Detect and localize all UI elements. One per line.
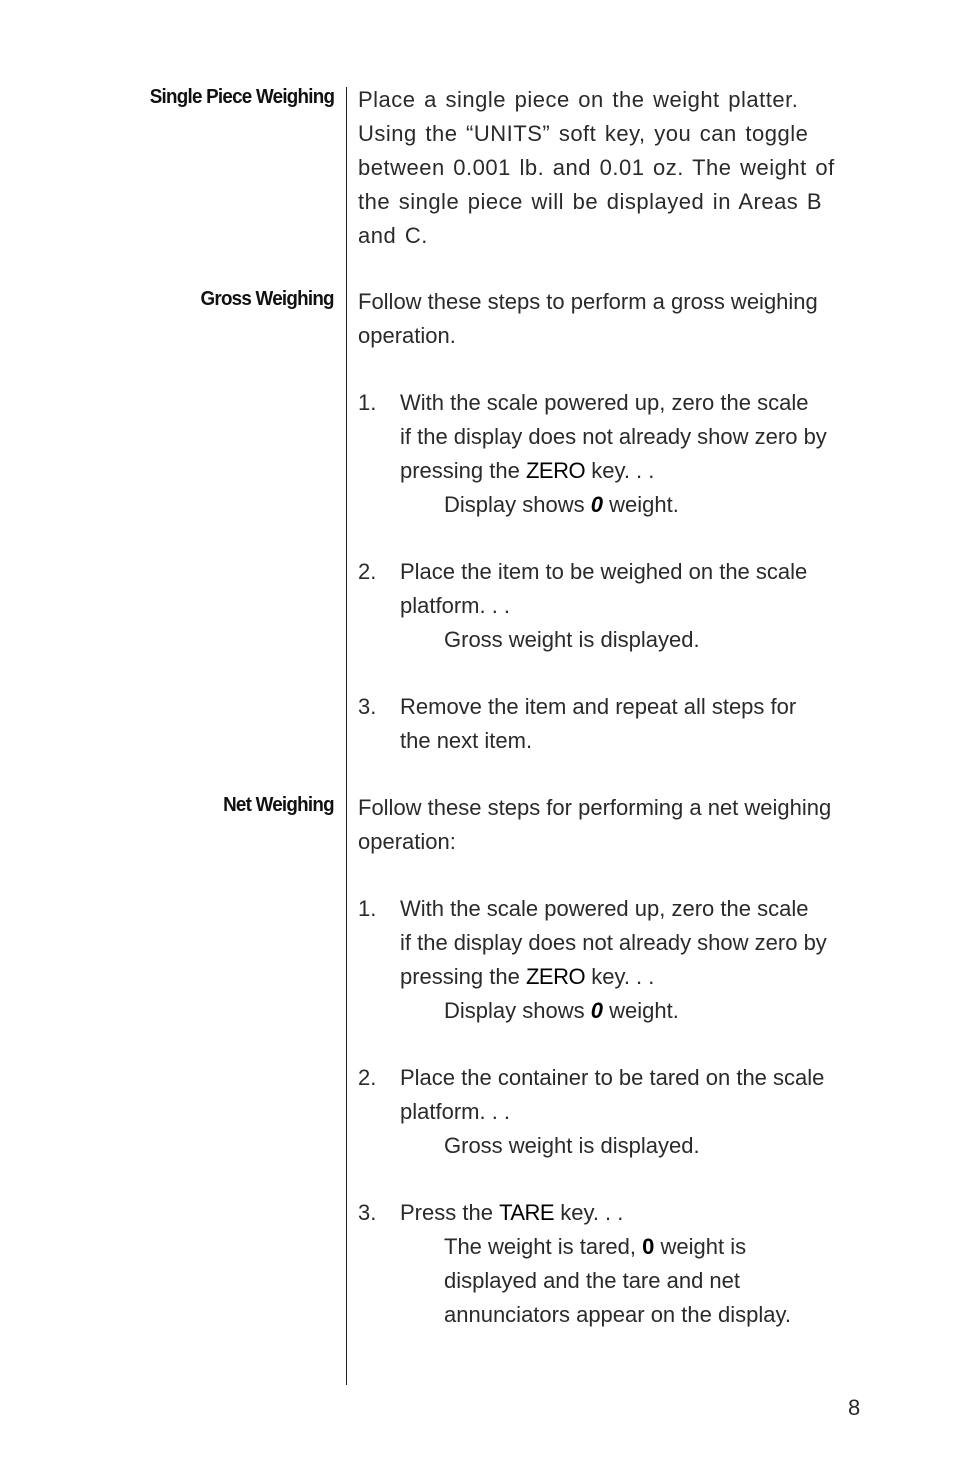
step-result: Gross weight is displayed. <box>444 627 700 652</box>
net-intro: Follow these steps for performing a net weighing operation: <box>358 795 832 854</box>
step-number: 2. <box>358 1065 377 1090</box>
step-result: Display shows 0 weight. <box>444 998 679 1023</box>
zero-key-label: ZERO <box>525 458 586 483</box>
tare-key-label: TARE <box>499 1200 555 1225</box>
zero-display-value: 0 <box>590 998 603 1023</box>
step-result: Gross weight is displayed. <box>444 1133 700 1158</box>
heading-net-weighing: Net Weighing <box>223 794 334 816</box>
zero-key-label: ZERO <box>525 964 586 989</box>
gross-intro: Follow these steps to perform a gross weighing operation. <box>358 289 818 348</box>
step-number: 2. <box>358 559 377 584</box>
zero-display-value: 0 <box>642 1234 655 1259</box>
step-number: 1. <box>358 390 377 415</box>
single-piece-paragraph: Place a single piece on the weight platter. Using the “UNITS” soft key, you can toggle between 0.001 lb. and 0.01 oz. The weight of the single piece will be displayed in Areas B and C. <box>358 87 835 248</box>
heading-gross-weighing: Gross Weighing <box>200 288 334 310</box>
column-divider <box>346 87 347 1385</box>
page-number: 8 <box>848 1395 861 1420</box>
step-number: 3. <box>358 1200 377 1225</box>
step-number: 1. <box>358 896 377 921</box>
heading-single-piece-weighing: Single Piece Weighing <box>149 86 334 108</box>
step-number: 3. <box>358 694 377 719</box>
step-result: The weight is tared, 0 weight is <box>444 1234 747 1259</box>
zero-display-value: 0 <box>590 492 603 517</box>
step-result: Display shows 0 weight. <box>444 492 679 517</box>
